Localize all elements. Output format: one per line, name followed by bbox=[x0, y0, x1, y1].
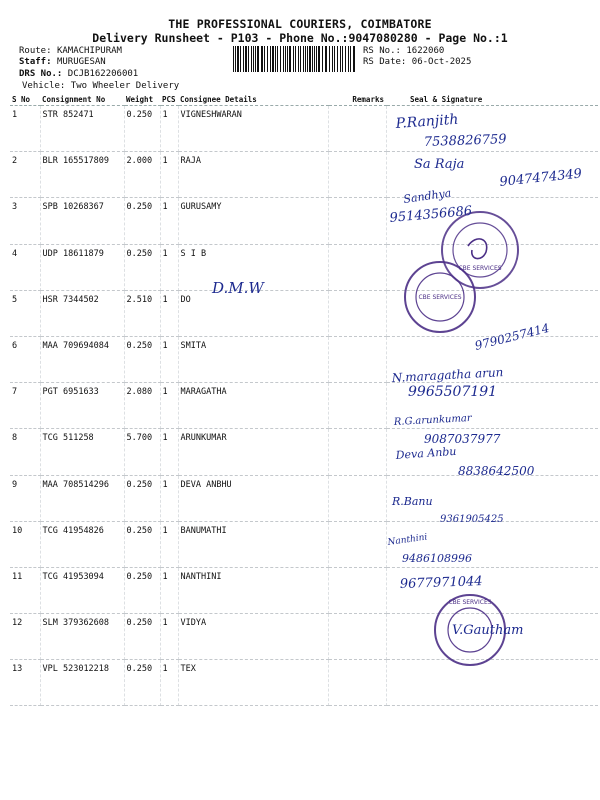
row-consignee: GURUSAMY bbox=[178, 198, 328, 244]
row-remarks bbox=[328, 290, 386, 336]
row-sno: 13 bbox=[10, 660, 40, 706]
row-seal-signature bbox=[386, 475, 598, 521]
row-sno: 4 bbox=[10, 244, 40, 290]
table-row bbox=[10, 614, 598, 660]
row-sno: 6 bbox=[10, 336, 40, 382]
row-remarks bbox=[328, 383, 386, 429]
row-pcs: 1 bbox=[160, 429, 178, 475]
row-sno: 9 bbox=[10, 475, 40, 521]
rs-no-line bbox=[363, 46, 444, 57]
table-row bbox=[10, 567, 598, 613]
col-weight: Weight bbox=[124, 93, 160, 106]
row-seal-signature bbox=[386, 429, 598, 475]
row-consignee: BANUMATHI bbox=[178, 521, 328, 567]
stamp-3-text: CBE SERVICES bbox=[448, 599, 492, 606]
row-pcs: 1 bbox=[160, 198, 178, 244]
sig-row10-name: R.Banu bbox=[392, 495, 433, 508]
table-row bbox=[10, 429, 598, 475]
table-row bbox=[10, 521, 598, 567]
row-consignment: STR 852471 bbox=[40, 106, 124, 152]
sig-row6-phone: 9790257414 bbox=[473, 320, 551, 353]
row-weight: 0.250 bbox=[124, 198, 160, 244]
sig-row2-phone: 9047474349 bbox=[498, 166, 583, 190]
staff-line bbox=[19, 57, 106, 68]
route-line bbox=[19, 46, 122, 57]
row-weight: 0.250 bbox=[124, 614, 160, 660]
row-seal-signature bbox=[386, 244, 598, 290]
row-consignment: MAA 708514296 bbox=[40, 475, 124, 521]
row-sno: 12 bbox=[10, 614, 40, 660]
sig-row9-phone: 8838642500 bbox=[458, 464, 535, 478]
row-seal-signature bbox=[386, 383, 598, 429]
row-seal-signature bbox=[386, 106, 598, 152]
sig-row8-text: R.G.arunkumar bbox=[393, 412, 472, 428]
row-remarks bbox=[328, 244, 386, 290]
table-row bbox=[10, 198, 598, 244]
row-sno: 1 bbox=[10, 106, 40, 152]
row-consignee: DEVA ANBHU bbox=[178, 475, 328, 521]
table-row bbox=[10, 660, 598, 706]
row-consignment: TCG 41953094 bbox=[40, 567, 124, 613]
rs-no-value: 1622060 bbox=[406, 46, 445, 56]
row-sno: 3 bbox=[10, 198, 40, 244]
company-title: THE PROFESSIONAL COURIERS, COIMBATORE bbox=[168, 17, 432, 31]
vehicle-line bbox=[22, 81, 179, 92]
row-consignee: S I B bbox=[178, 244, 328, 290]
row-pcs: 1 bbox=[160, 383, 178, 429]
row-pcs: 1 bbox=[160, 567, 178, 613]
row-pcs: 1 bbox=[160, 152, 178, 198]
row-consignment: SLM 379362608 bbox=[40, 614, 124, 660]
sig-row5-dmw: D.M.W bbox=[212, 279, 264, 297]
row-seal-signature bbox=[386, 660, 598, 706]
runsheet-table bbox=[10, 93, 598, 706]
row-sno: 10 bbox=[10, 521, 40, 567]
col-pcs: PCS bbox=[160, 93, 178, 106]
table-row bbox=[10, 106, 598, 152]
sig-row9-name: Deva Anbu bbox=[395, 444, 457, 462]
sig-row1-phone: 7538826759 bbox=[423, 132, 507, 150]
row-sno: 8 bbox=[10, 429, 40, 475]
row-seal-signature bbox=[386, 614, 598, 660]
table-row bbox=[10, 336, 598, 382]
table-row bbox=[10, 290, 598, 336]
rs-no-label: RS No.: bbox=[363, 46, 401, 56]
sig-row2-name: Sa Raja bbox=[414, 157, 465, 172]
row-remarks bbox=[328, 521, 386, 567]
table-header-row bbox=[10, 93, 598, 106]
stamp-2-text: CBE SERVICES bbox=[418, 294, 462, 301]
row-weight: 0.250 bbox=[124, 567, 160, 613]
row-pcs: 1 bbox=[160, 521, 178, 567]
col-consignee: Consignee Details bbox=[178, 93, 328, 106]
row-weight: 0.250 bbox=[124, 660, 160, 706]
row-consignment: UDP 18611879 bbox=[40, 244, 124, 290]
row-remarks bbox=[328, 660, 386, 706]
row-consignee: DO bbox=[178, 290, 328, 336]
row-sno: 5 bbox=[10, 290, 40, 336]
staff-label: Staff: bbox=[19, 57, 52, 67]
row-remarks bbox=[328, 475, 386, 521]
sig-row7-name: N.maragatha arun bbox=[391, 365, 504, 385]
row-consignment: TCG 41954826 bbox=[40, 521, 124, 567]
row-remarks bbox=[328, 198, 386, 244]
row-remarks bbox=[328, 567, 386, 613]
row-weight: 0.250 bbox=[124, 244, 160, 290]
row-consignee: VIGNESHWARAN bbox=[178, 106, 328, 152]
vehicle-label: Vehicle: bbox=[22, 81, 66, 91]
row-pcs: 1 bbox=[160, 475, 178, 521]
row-remarks bbox=[328, 336, 386, 382]
row-pcs: 1 bbox=[160, 660, 178, 706]
sig-row13-name: V.Gautham bbox=[452, 623, 524, 638]
row-weight: 0.250 bbox=[124, 336, 160, 382]
row-sno: 7 bbox=[10, 383, 40, 429]
row-seal-signature bbox=[386, 521, 598, 567]
col-seal-signature: Seal & Signature bbox=[386, 93, 598, 106]
row-consignment: BLR 165517809 bbox=[40, 152, 124, 198]
row-consignee: TEX bbox=[178, 660, 328, 706]
staff-value: MURUGESAN bbox=[56, 57, 106, 67]
sig-row1-name: P.Ranjith bbox=[395, 111, 459, 132]
vehicle-value: Two Wheeler Delivery bbox=[70, 81, 180, 91]
drs-value: DCJB162206001 bbox=[67, 69, 139, 79]
row-weight: 0.250 bbox=[124, 475, 160, 521]
sig-row3-phone: 9514356686 bbox=[389, 203, 473, 226]
sig-row10-phone: 9361905425 bbox=[440, 514, 504, 525]
rs-date-label: RS Date: bbox=[363, 57, 407, 67]
drs-line bbox=[19, 69, 138, 80]
row-seal-signature bbox=[386, 567, 598, 613]
table-row bbox=[10, 244, 598, 290]
table-row bbox=[10, 475, 598, 521]
table-row bbox=[10, 152, 598, 198]
drs-label: DRS No.: bbox=[19, 69, 63, 79]
row-consignment: PGT 6951633 bbox=[40, 383, 124, 429]
sig-row8-phone: 9087037977 bbox=[424, 432, 501, 446]
rs-date-line bbox=[363, 57, 471, 68]
row-remarks bbox=[328, 429, 386, 475]
col-consignment: Consignment No bbox=[40, 93, 124, 106]
barcode bbox=[232, 46, 358, 72]
row-weight: 0.250 bbox=[124, 106, 160, 152]
row-consignment: MAA 709694084 bbox=[40, 336, 124, 382]
row-consignment: VPL 523012218 bbox=[40, 660, 124, 706]
row-weight: 0.250 bbox=[124, 521, 160, 567]
row-seal-signature bbox=[386, 152, 598, 198]
row-seal-signature bbox=[386, 198, 598, 244]
sig-row11-name: Nanthini bbox=[387, 532, 429, 548]
row-consignee: RAJA bbox=[178, 152, 328, 198]
row-consignee: VIDYA bbox=[178, 614, 328, 660]
row-consignment: SPB 10268367 bbox=[40, 198, 124, 244]
row-sno: 11 bbox=[10, 567, 40, 613]
row-weight: 2.510 bbox=[124, 290, 160, 336]
stamp-1-text: CBE SERVICES bbox=[458, 265, 502, 272]
row-remarks bbox=[328, 614, 386, 660]
col-remarks: Remarks bbox=[328, 93, 386, 106]
row-pcs: 1 bbox=[160, 290, 178, 336]
row-remarks bbox=[328, 106, 386, 152]
row-pcs: 1 bbox=[160, 106, 178, 152]
row-pcs: 1 bbox=[160, 614, 178, 660]
row-consignment: HSR 7344502 bbox=[40, 290, 124, 336]
route-value: KAMACHIPURAM bbox=[56, 46, 122, 56]
sig-row11-phone: 9486108996 bbox=[402, 552, 472, 565]
row-seal-signature bbox=[386, 336, 598, 382]
row-sno: 2 bbox=[10, 152, 40, 198]
row-consignee: ARUNKUMAR bbox=[178, 429, 328, 475]
table-row bbox=[10, 383, 598, 429]
row-pcs: 1 bbox=[160, 336, 178, 382]
runsheet-subtitle: Delivery Runsheet - P103 - Phone No.:9047080280 - Page No.:1 bbox=[92, 31, 508, 45]
row-seal-signature bbox=[386, 290, 598, 336]
row-consignee: SMITA bbox=[178, 336, 328, 382]
col-sno: S No bbox=[10, 93, 40, 106]
sig-row3-name: Sandhya bbox=[402, 186, 453, 206]
sig-row7-phone: 9965507191 bbox=[408, 384, 498, 400]
sig-row12-phone: 9677971044 bbox=[399, 574, 483, 592]
row-consignee: NANTHINI bbox=[178, 567, 328, 613]
row-remarks bbox=[328, 152, 386, 198]
row-weight: 5.700 bbox=[124, 429, 160, 475]
row-consignee: MARAGATHA bbox=[178, 383, 328, 429]
row-pcs: 1 bbox=[160, 244, 178, 290]
row-weight: 2.000 bbox=[124, 152, 160, 198]
row-weight: 2.080 bbox=[124, 383, 160, 429]
row-consignment: TCG 511258 bbox=[40, 429, 124, 475]
rs-date-value: 06-Oct-2025 bbox=[411, 57, 472, 67]
route-label: Route: bbox=[19, 46, 52, 56]
